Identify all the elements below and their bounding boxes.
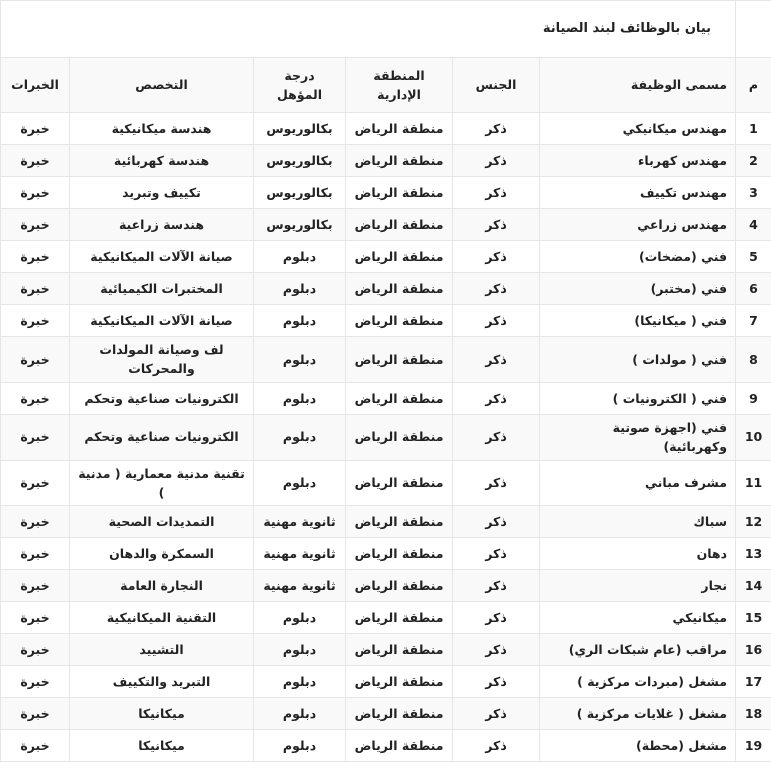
cell-degree: دبلوم <box>254 241 346 273</box>
cell-specialization: صيانة الآلات الميكانيكية <box>70 241 254 273</box>
cell-experience: خبرة <box>1 698 70 730</box>
cell-job-title: فني ( مولدات ) <box>540 337 736 383</box>
cell-degree: ثانوية مهنية <box>254 506 346 538</box>
cell-gender: ذكر <box>453 209 540 241</box>
table-row <box>1 273 771 305</box>
cell-region: منطقة الرياض <box>346 113 453 145</box>
cell-region: منطقة الرياض <box>346 570 453 602</box>
cell-job-title: سباك <box>540 506 736 538</box>
cell-experience: خبرة <box>1 570 70 602</box>
cell-experience: خبرة <box>1 113 70 145</box>
cell-degree: دبلوم <box>254 382 346 414</box>
cell-degree: بكالوريوس <box>254 209 346 241</box>
cell-experience: خبرة <box>1 666 70 698</box>
cell-degree: بكالوريوس <box>254 113 346 145</box>
header-gender: الجنس <box>453 58 540 113</box>
cell-gender: ذكر <box>453 305 540 337</box>
header-job-title: مسمى الوظيفة <box>540 58 736 113</box>
cell-region: منطقة الرياض <box>346 698 453 730</box>
table-row <box>1 538 771 570</box>
cell-region: منطقة الرياض <box>346 305 453 337</box>
header-row <box>1 58 771 113</box>
cell-no: 18 <box>736 698 771 730</box>
cell-specialization: لف وصيانة المولدات والمحركات <box>70 337 254 383</box>
table-row <box>1 337 771 383</box>
cell-region: منطقة الرياض <box>346 337 453 383</box>
cell-no: 9 <box>736 382 771 414</box>
table-row <box>1 506 771 538</box>
cell-job-title: فني ( ميكانيكا) <box>540 305 736 337</box>
cell-region: منطقة الرياض <box>346 602 453 634</box>
cell-specialization: صيانة الآلات الميكانيكية <box>70 305 254 337</box>
cell-region: منطقة الرياض <box>346 730 453 762</box>
cell-experience: خبرة <box>1 460 70 506</box>
cell-job-title: مهندس تكييف <box>540 177 736 209</box>
cell-no: 2 <box>736 145 771 177</box>
title-corner-cell <box>736 1 771 58</box>
cell-degree: دبلوم <box>254 698 346 730</box>
cell-no: 17 <box>736 666 771 698</box>
cell-no: 7 <box>736 305 771 337</box>
header-experience: الخبرات <box>1 58 70 113</box>
cell-job-title: مهندس كهرباء <box>540 145 736 177</box>
cell-job-title: فني ( الكترونيات ) <box>540 382 736 414</box>
cell-gender: ذكر <box>453 570 540 602</box>
cell-gender: ذكر <box>453 730 540 762</box>
cell-gender: ذكر <box>453 602 540 634</box>
cell-no: 1 <box>736 113 771 145</box>
cell-degree: بكالوريوس <box>254 145 346 177</box>
table-row <box>1 177 771 209</box>
cell-job-title: مهندس زراعي <box>540 209 736 241</box>
cell-job-title: مشغل (مبردات مركزية ) <box>540 666 736 698</box>
cell-gender: ذكر <box>453 538 540 570</box>
table-title: بيان بالوظائف لبند الصيانة <box>1 1 736 58</box>
cell-gender: ذكر <box>453 414 540 460</box>
cell-degree: بكالوريوس <box>254 177 346 209</box>
cell-no: 16 <box>736 634 771 666</box>
cell-gender: ذكر <box>453 337 540 383</box>
cell-no: 15 <box>736 602 771 634</box>
cell-specialization: تكييف وتبريد <box>70 177 254 209</box>
cell-region: منطقة الرياض <box>346 209 453 241</box>
table-row <box>1 241 771 273</box>
cell-degree: ثانوية مهنية <box>254 570 346 602</box>
cell-experience: خبرة <box>1 337 70 383</box>
cell-degree: دبلوم <box>254 337 346 383</box>
cell-specialization: ميكانيكا <box>70 730 254 762</box>
cell-gender: ذكر <box>453 145 540 177</box>
cell-degree: دبلوم <box>254 273 346 305</box>
cell-region: منطقة الرياض <box>346 506 453 538</box>
cell-specialization: الكترونيات صناعية وتحكم <box>70 382 254 414</box>
cell-gender: ذكر <box>453 382 540 414</box>
cell-specialization: السمكرة والدهان <box>70 538 254 570</box>
cell-specialization: ميكانيكا <box>70 698 254 730</box>
cell-experience: خبرة <box>1 602 70 634</box>
cell-specialization: تقنية مدنية معمارية ( مدنية ) <box>70 460 254 506</box>
table-row <box>1 666 771 698</box>
cell-no: 11 <box>736 460 771 506</box>
cell-degree: دبلوم <box>254 730 346 762</box>
cell-no: 5 <box>736 241 771 273</box>
cell-specialization: هندسة ميكانيكية <box>70 113 254 145</box>
cell-experience: خبرة <box>1 414 70 460</box>
cell-specialization: التقنية الميكانيكية <box>70 602 254 634</box>
cell-specialization: هندسة كهربائية <box>70 145 254 177</box>
cell-specialization: المختبرات الكيميائية <box>70 273 254 305</box>
cell-specialization: التشييد <box>70 634 254 666</box>
cell-experience: خبرة <box>1 273 70 305</box>
table-row <box>1 602 771 634</box>
table-row <box>1 382 771 414</box>
cell-specialization: التبريد والتكييف <box>70 666 254 698</box>
cell-experience: خبرة <box>1 145 70 177</box>
cell-degree: دبلوم <box>254 666 346 698</box>
cell-region: منطقة الرياض <box>346 177 453 209</box>
cell-experience: خبرة <box>1 177 70 209</box>
cell-job-title: فني (مختبر) <box>540 273 736 305</box>
cell-job-title: نجار <box>540 570 736 602</box>
cell-job-title: فني (مضخات) <box>540 241 736 273</box>
table-row <box>1 305 771 337</box>
header-degree: درجة المؤهل <box>254 58 346 113</box>
cell-degree: دبلوم <box>254 305 346 337</box>
table-row <box>1 209 771 241</box>
cell-job-title: مشغل ( غلايات مركزية ) <box>540 698 736 730</box>
cell-region: منطقة الرياض <box>346 634 453 666</box>
cell-gender: ذكر <box>453 460 540 506</box>
cell-no: 13 <box>736 538 771 570</box>
cell-no: 3 <box>736 177 771 209</box>
cell-specialization: النجارة العامة <box>70 570 254 602</box>
cell-gender: ذكر <box>453 698 540 730</box>
cell-job-title: ميكانيكي <box>540 602 736 634</box>
table-row <box>1 460 771 506</box>
cell-experience: خبرة <box>1 305 70 337</box>
cell-region: منطقة الرياض <box>346 460 453 506</box>
cell-gender: ذكر <box>453 241 540 273</box>
cell-experience: خبرة <box>1 634 70 666</box>
cell-degree: دبلوم <box>254 634 346 666</box>
cell-experience: خبرة <box>1 506 70 538</box>
cell-region: منطقة الرياض <box>346 273 453 305</box>
cell-no: 4 <box>736 209 771 241</box>
cell-experience: خبرة <box>1 209 70 241</box>
cell-specialization: التمديدات الصحية <box>70 506 254 538</box>
cell-job-title: فني (اجهزة صوتية وكهربائية) <box>540 414 736 460</box>
cell-experience: خبرة <box>1 538 70 570</box>
cell-region: منطقة الرياض <box>346 382 453 414</box>
header-no: م <box>736 58 771 113</box>
cell-degree: دبلوم <box>254 602 346 634</box>
cell-gender: ذكر <box>453 634 540 666</box>
cell-job-title: مشغل (محطة) <box>540 730 736 762</box>
header-specialization: التخصص <box>70 58 254 113</box>
cell-degree: دبلوم <box>254 414 346 460</box>
cell-no: 10 <box>736 414 771 460</box>
cell-degree: ثانوية مهنية <box>254 538 346 570</box>
cell-job-title: مهندس ميكانيكي <box>540 113 736 145</box>
cell-specialization: الكترونيات صناعية وتحكم <box>70 414 254 460</box>
cell-region: منطقة الرياض <box>346 538 453 570</box>
cell-no: 12 <box>736 506 771 538</box>
table-row <box>1 414 771 460</box>
cell-region: منطقة الرياض <box>346 666 453 698</box>
table-row <box>1 145 771 177</box>
cell-gender: ذكر <box>453 273 540 305</box>
table-row <box>1 570 771 602</box>
cell-gender: ذكر <box>453 177 540 209</box>
cell-specialization: هندسة زراعية <box>70 209 254 241</box>
table-row <box>1 113 771 145</box>
cell-region: منطقة الرياض <box>346 414 453 460</box>
table-row <box>1 730 771 762</box>
cell-gender: ذكر <box>453 506 540 538</box>
cell-experience: خبرة <box>1 730 70 762</box>
header-region: المنطقة الإدارية <box>346 58 453 113</box>
cell-gender: ذكر <box>453 666 540 698</box>
cell-experience: خبرة <box>1 382 70 414</box>
cell-degree: دبلوم <box>254 460 346 506</box>
cell-no: 19 <box>736 730 771 762</box>
table-row <box>1 634 771 666</box>
cell-experience: خبرة <box>1 241 70 273</box>
cell-region: منطقة الرياض <box>346 145 453 177</box>
cell-no: 8 <box>736 337 771 383</box>
cell-region: منطقة الرياض <box>346 241 453 273</box>
cell-job-title: مراقب (عام شبكات الري) <box>540 634 736 666</box>
cell-no: 6 <box>736 273 771 305</box>
cell-no: 14 <box>736 570 771 602</box>
cell-gender: ذكر <box>453 113 540 145</box>
title-row <box>1 1 771 58</box>
cell-job-title: مشرف مباني <box>540 460 736 506</box>
table-row <box>1 698 771 730</box>
table-body <box>1 1 771 762</box>
cell-job-title: دهان <box>540 538 736 570</box>
